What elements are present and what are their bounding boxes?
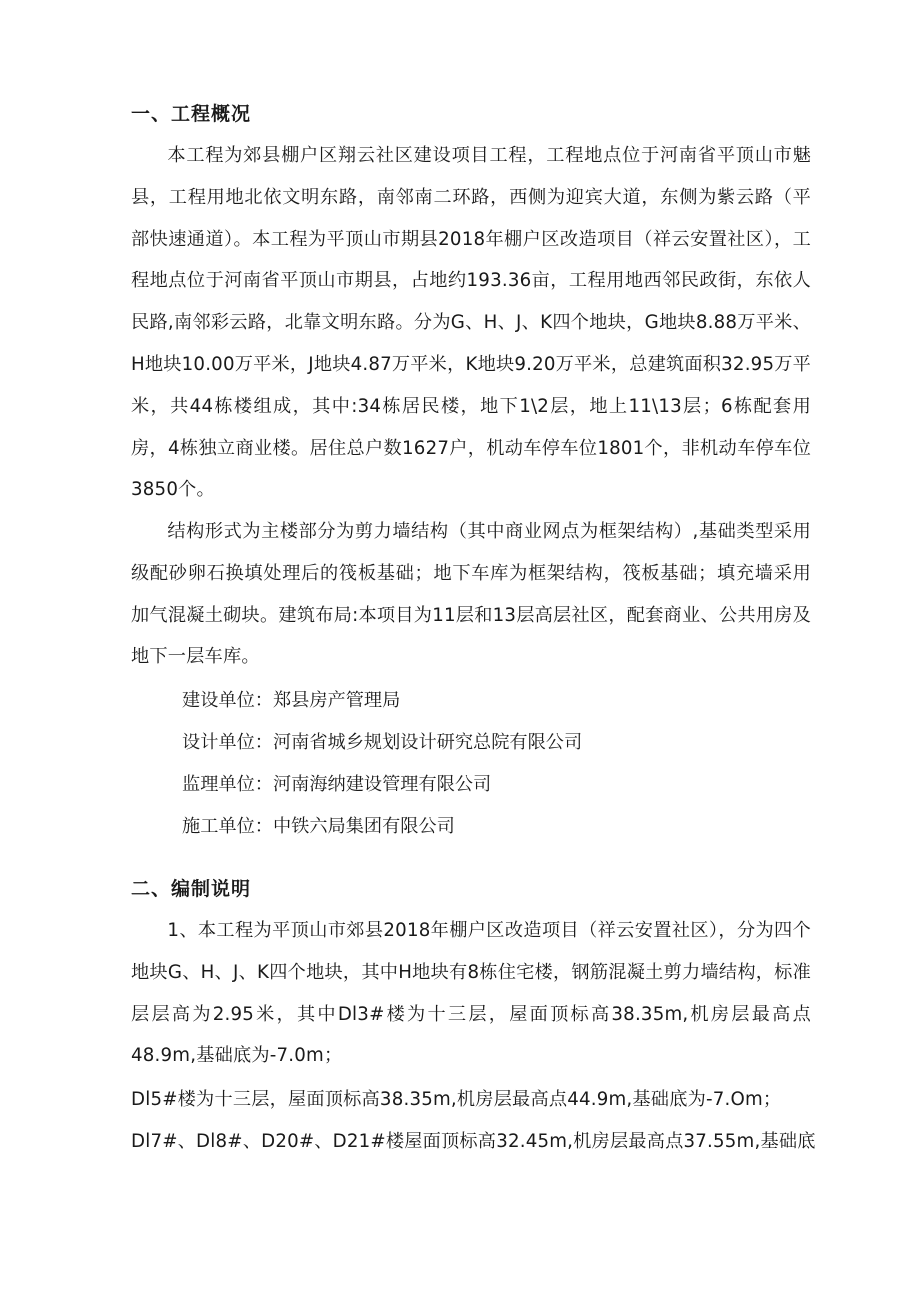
contractor-unit-line: 施工单位：中铁六局集团有限公司 [182, 816, 455, 837]
section-heading-project-overview: 一、工程概况 [131, 103, 252, 125]
compilation-notes-paragraph: 1、本工程为平顶山市郊县2018年棚户区改造项目（祥云安置社区），分为四个地块G、H、J、K四个地块，其中H地块有8栋住宅楼，钢筋混凝土剪力墙结构，标准层层高为2.95米，其中Dl3#楼为十三层，屋面顶标高38.35m,机房层最高点48.9m,基础底为-7.0m； [131, 920, 811, 1067]
building-d15-line: Dl5#楼为十三层，屋面顶标高38.35m,机房层最高点44.9m,基础底为-7.Om； [131, 1089, 782, 1110]
building-d17-d21-line: Dl7#、Dl8#、D20#、D21#楼屋面顶标高32.45m,机房层最高点37.55m,基础底 [131, 1131, 816, 1152]
structure-paragraph: 结构形式为主楼部分为剪力墙结构（其中商业网点为框架结构）,基础类型采用级配砂卵石换填处理后的筏板基础；地下车库为框架结构，筏板基础；填充墙采用加气混凝土砌块。建筑布局:本项目为11层和13层高层社区，配套商业、公共用房及地下一层车库。 [131, 521, 811, 668]
project-overview-paragraph: 本工程为郊县棚户区翔云社区建设项目工程，工程地点位于河南省平顶山市魅县，工程用地北依文明东路，南邻南二环路，西侧为迎宾大道，东侧为紫云路（平部快速通道）。本工程为平顶山市期县2018年棚户区改造项目（祥云安置社区），工程地点位于河南省平顶山市期县，占地约193.36亩，工程用地西邻民政街，东依人民路,南邻彩云路，北靠文明东路。分为G、H、J、K四个地块，G地块8.88万平米、H地块10.00万平米，J地块4.87万平米，K地块9.20万平米，总建筑面积32.95万平米，共44栋楼组成，其中:34栋居民楼，地下1\2层，地上11\13层；6栋配套用房，4栋独立商业楼。居住总户数1627户，机动车停车位1801个，非机动车停车位3850个。 [131, 145, 811, 501]
section-heading-compilation-notes: 二、编制说明 [131, 878, 252, 900]
construction-unit-line: 建设单位：郑县房产管理局 [182, 690, 401, 711]
supervision-unit-line: 监理单位：河南海纳建设管理有限公司 [182, 774, 492, 795]
design-unit-line: 设计单位：河南省城乡规划设计研究总院有限公司 [182, 732, 583, 753]
